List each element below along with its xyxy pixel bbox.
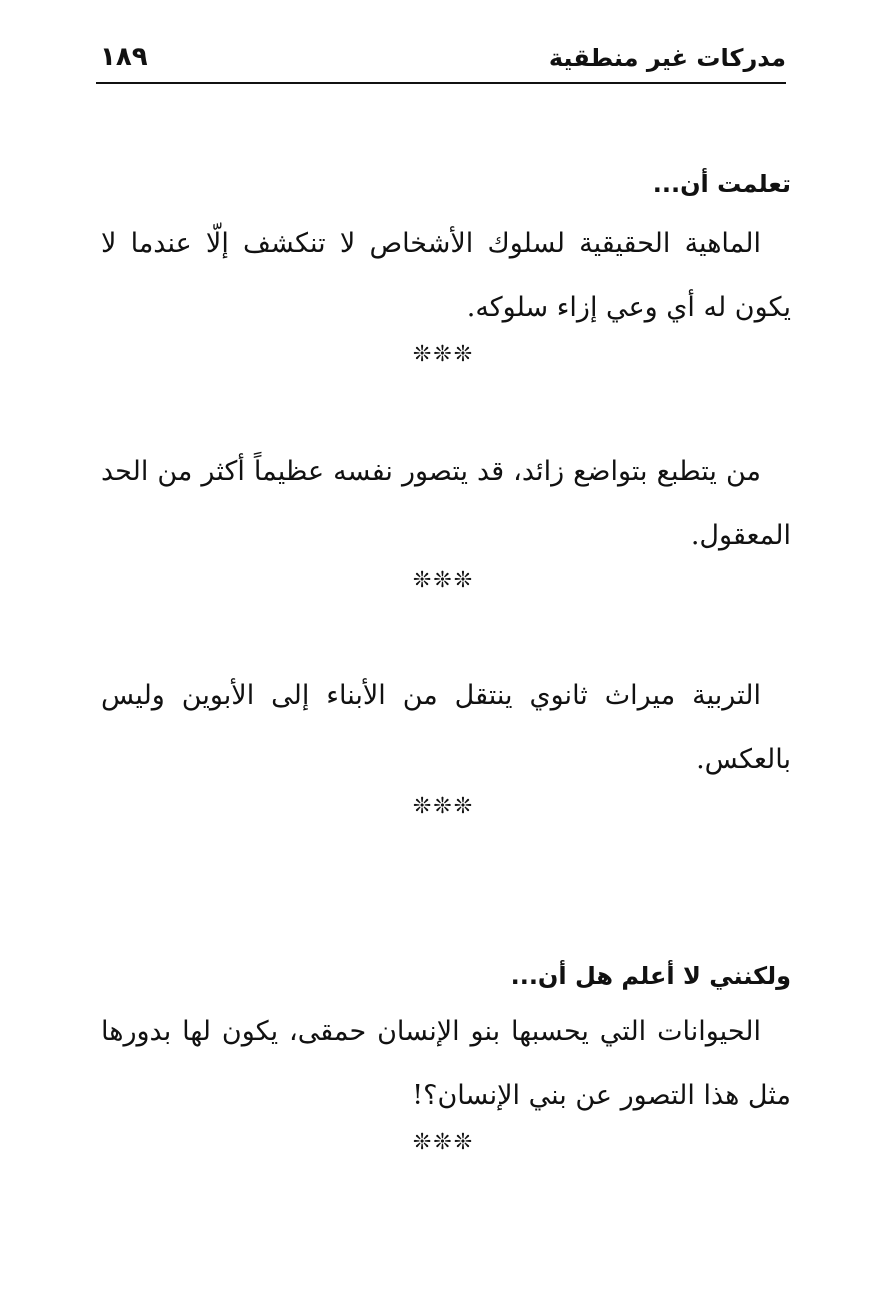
section-heading: تعلمت أن... bbox=[652, 170, 791, 198]
page-number: ١٨٩ bbox=[100, 42, 148, 72]
section-1-body bbox=[101, 212, 791, 340]
paragraph: الماهية الحقيقية لسلوك الأشخاص لا تنكشف إلّا عندما لا يكون له أي وعي إزاء سلوكه. bbox=[101, 228, 791, 323]
section-4 bbox=[101, 962, 791, 990]
running-title: مدركات غير منطقية bbox=[548, 44, 786, 72]
separator-stars: ❊❊❊ bbox=[412, 342, 475, 367]
page-header bbox=[96, 40, 786, 84]
section-heading: ولكنني لا أعلم هل أن... bbox=[510, 962, 791, 990]
separator-stars: ❊❊❊ bbox=[412, 794, 475, 819]
paragraph: من يتطبع بتواضع زائد، قد يتصور نفسه عظيماً أكثر من الحد المعقول. bbox=[101, 456, 791, 551]
paragraph: التربية ميراث ثانوي ينتقل من الأبناء إلى الأبوين وليس بالعكس. bbox=[101, 680, 791, 775]
section-4-body bbox=[101, 1000, 791, 1128]
separator-stars: ❊❊❊ bbox=[412, 1130, 475, 1155]
section-1 bbox=[101, 170, 791, 198]
section-2-body bbox=[101, 440, 791, 568]
paragraph: الحيوانات التي يحسبها بنو الإنسان حمقى، يكون لها بدورها مثل هذا التصور عن بني الإنسان؟! bbox=[101, 1016, 791, 1111]
section-3-body bbox=[101, 664, 791, 792]
separator-stars: ❊❊❊ bbox=[412, 568, 475, 593]
